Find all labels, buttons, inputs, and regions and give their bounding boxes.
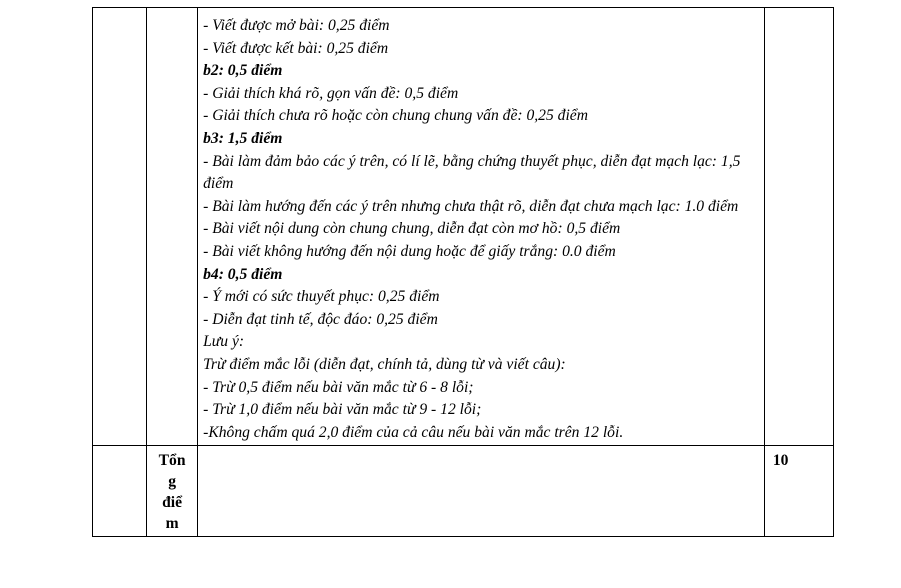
criteria-content [198, 8, 764, 445]
criteria-line: - Bài viết không hướng đến nội dung hoặc để giấy trắng: 0.0 điểm [203, 242, 616, 260]
criteria-line: - Trừ 0,5 điểm nếu bài văn mắc từ 6 - 8 lỗi; [203, 378, 474, 396]
criteria-row [93, 8, 834, 446]
criteria-line: Trừ điểm mắc lỗi (diễn đạt, chính tả, dùng từ và viết câu): [203, 355, 566, 373]
criteria-line: - Bài viết nội dung còn chung chung, diễn đạt còn mơ hồ: 0,5 điểm [203, 220, 621, 238]
empty-cell [198, 446, 765, 537]
empty-cell [93, 446, 147, 537]
total-label-part: điể [162, 494, 183, 512]
criteria-line: - Giải thích chưa rõ hoặc còn chung chung vấn đề: 0,25 điểm [203, 107, 588, 125]
criteria-line: - Bài làm đảm bảo các ý trên, có lí lẽ, bằng chứng thuyết phục, diễn đạt mạch lạc: 1,5 điểm [203, 152, 741, 193]
criteria-heading: b2: 0,5 điểm [203, 62, 283, 80]
criteria-line: - Trừ 1,0 điểm nếu bài văn mắc từ 9 - 12 lỗi; [203, 401, 482, 419]
criteria-cell [198, 8, 765, 446]
criteria-heading: b4: 0,5 điểm [203, 265, 283, 283]
criteria-line: -Không chấm quá 2,0 điểm của cả câu nếu bài văn mắc trên 12 lỗi. [203, 423, 624, 441]
criteria-line: Lưu ý: [203, 333, 245, 351]
total-label-part: Tổn [158, 452, 186, 470]
total-row [93, 446, 834, 537]
criteria-heading: b3: 1,5 điểm [203, 129, 283, 147]
empty-cell [93, 8, 147, 446]
total-label-part: m [165, 515, 179, 533]
total-label [147, 446, 197, 536]
total-label-cell [147, 446, 198, 537]
criteria-line: - Bài làm hướng đến các ý trên nhưng chưa thật rõ, diễn đạt chưa mạch lạc: 1.0 điểm [203, 197, 739, 215]
criteria-line: - Diễn đạt tinh tế, độc đáo: 0,25 điểm [203, 310, 438, 328]
total-label-part: g [168, 473, 176, 491]
criteria-line: - Viết được kết bài: 0,25 điểm [203, 39, 389, 57]
criteria-line: - Viết được mở bài: 0,25 điểm [203, 17, 390, 34]
empty-cell [764, 8, 833, 446]
total-value: 10 [772, 452, 789, 470]
rubric-table [92, 7, 834, 537]
criteria-line: - Giải thích khá rõ, gọn vấn đề: 0,5 điểm [203, 84, 459, 102]
criteria-line: - Ý mới có sức thuyết phục: 0,25 điểm [203, 288, 440, 306]
total-value-cell [764, 446, 833, 537]
empty-cell [147, 8, 198, 446]
